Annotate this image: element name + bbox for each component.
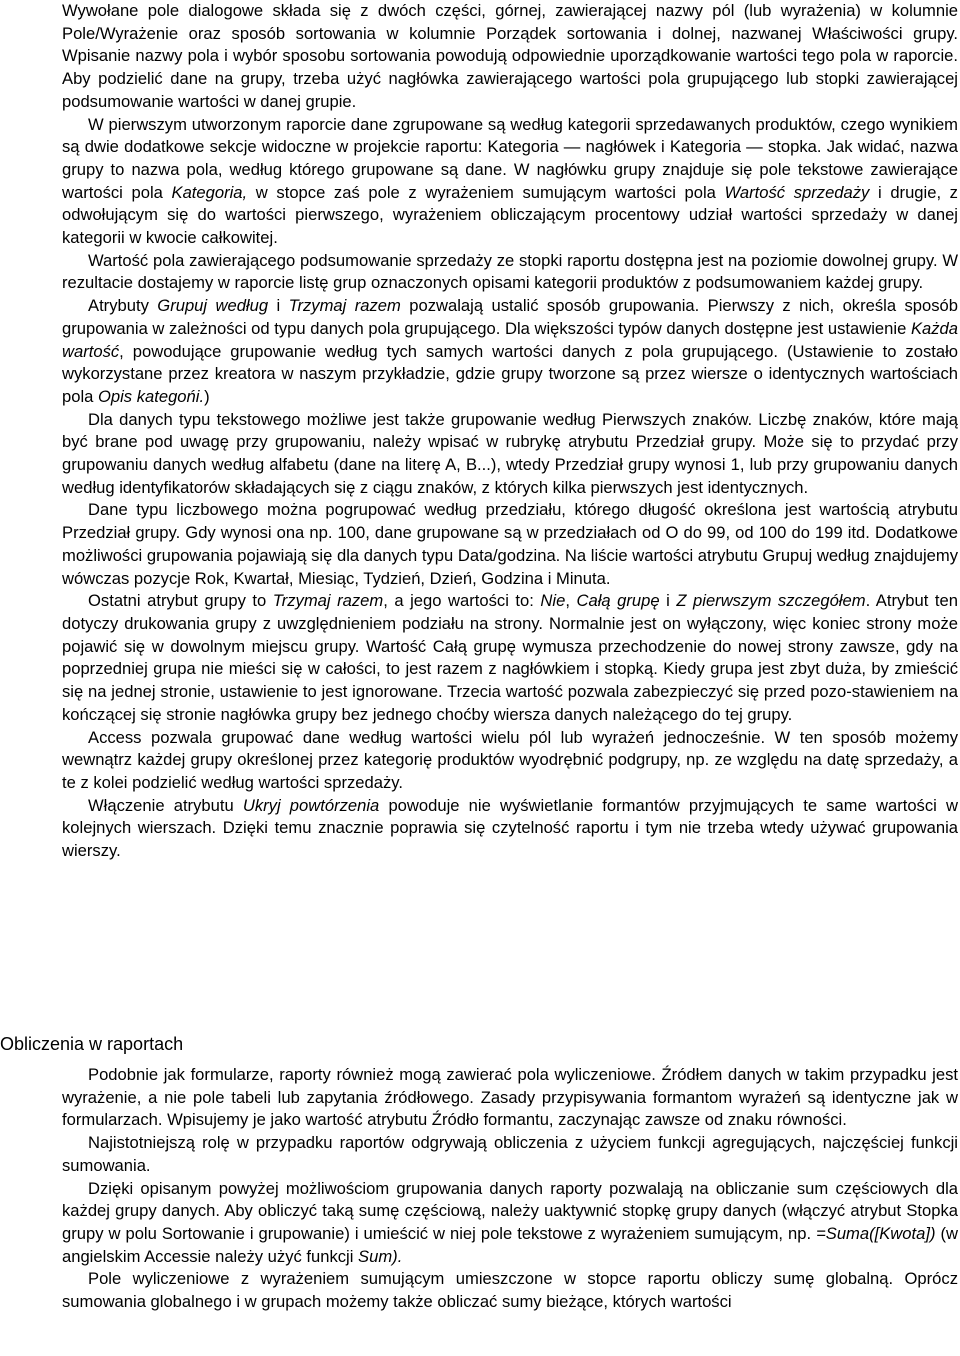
paragraph-3: Wartość pola zawierającego podsumowanie sprzedaży ze stopki raportu dostępna jest na poziomie dowolnej grupy. W rezultacie dostajemy w raporcie listę grup oznaczonych opisami kategorii produktów z podsumowaniem każdej grupy. [62,250,958,293]
paragraph-6: Dane typu liczbowego można pogrupować według przedziału, którego długość określona jest wartością atrybutu Przedział grupy. Gdy wynosi ona np. 100, dane grupowane są w przedziałach od O do 99, od 100 do 199 itd. Dodatkowe możliwości grupowania pojawiają się dla danych typu Data/godzina. Na liście wartości atrybutu Grupuj według znajdujemy wówczas pozycje Rok, Kwartał, Miesiąc, Tydzień, Dzień, Godzina i Minuta. [62,500,958,588]
paragraph-10: Podobnie jak formularze, raporty również mogą zawierać pola wyliczeniowe. Źródłem danych w takim przypadku jest wyrażenie, a nie pole tabeli lub zapytania źródłowego. Zasady przypisywania formantom wyrażeń są identyczne jak w formularzach. Wpisujemy je jako wartość atrybutu Źródło formantu, zaczynając zawsze od znaku równości. [62,1065,958,1130]
section-heading: Obliczenia w raportach [0,1034,184,1054]
paragraph-9: Włączenie atrybutu Ukryj powtórzenia powoduje nie wyświetlanie formantów przyjmujących te same wartości w kolejnych wierszach. Dzięki temu znacznie poprawia się czytelność raportu i tym nie trzeba wtedy używać grupowania wierszy. [62,795,958,861]
section-calculations [62,1064,958,1314]
paragraph-4: Atrybuty Grupuj według i Trzymaj razem pozwalają ustalić sposób grupowania. Pierwszy z nich, określa sposób grupowania w zależności od typu danych pola grupującego. Dla większości typów danych dostępne jest ustawienie Każda wartość, powodujące grupowanie według tych samych wartości danych z pola grupującego. (Ustawienie to zostało wykorzystane przez kreatora w naszym przykładzie, gdzie grupy tworzone są przez wiersze o identycznych wartościach pola Opis kategońi.) [62,296,958,406]
paragraph-2: W pierwszym utworzonym raporcie dane zgrupowane są według kategorii sprzedawanych produktów, czego wynikiem są dwie dodatkowe sekcje widoczne w projekcie raportu: Kategoria — nagłówek i Kategoria — stopka. Jak widać, nazwa grupy to nazwa pola, według którego grupowane są dane. W nagłówku grupy znajduje się pole tekstowe zawierające wartości pola Kategoria, w stopce zaś pole z wyrażeniem sumującym wartości pola Wartość sprzedaży i drugie, z odwołującym się do wartości pierwszego, wyrażeniem obliczającym procentowy udział wartości sprzedaży w danej kategorii w kwocie całkowitej. [62,114,958,248]
paragraph-13: Pole wyliczeniowe z wyrażeniem sumującym umieszczone w stopce raportu obliczy sumę globalną. Oprócz sumowania globalnego i w grupach możemy także obliczać sumy bieżące, których wartości [62,1269,958,1312]
paragraph-8: Access pozwala grupować dane według wartości wielu pól lub wyrażeń jednocześnie. W ten sposób możemy wewnątrz każdej grupy określonej przez kategorię produktów wyodrębnić podgrupy, np. ze względu na datę sprzedaży, a te z kolei podzielić według wartości sprzedaży. [62,727,958,792]
section-grouping [62,0,958,863]
paragraph-1: Wywołane pole dialogowe składa się z dwóch części, górnej, zawierającej nazwy pól (lub wyrażenia) w kolumnie Pole/Wyrażenie oraz sposób sortowania w kolumnie Porządek sortowania i dolnej, nazwanej Właściwości grupy. Wpisanie nazwy pola i wybór sposobu sortowania powodują odpowiednie uporządkowanie wartości tego pola w raporcie. Aby podzielić dane na grupy, trzeba użyć nagłówka zawierającego wartości pola grupującego lub stopki zawierającej podsumowanie wartości w danej grupie. [62,1,958,111]
paragraph-12: Dzięki opisanym powyżej możliwościom grupowania danych raporty pozwalają na obliczanie sum częściowych dla każdej grupy danych. Aby obliczyć taką sumę częściową, należy uaktywnić stopkę grupy danych (włączyć atrybut Stopka grupy w polu Sortowanie i grupowanie) i umieścić w niej pole tekstowe z wyrażeniem sumującym, np. =Suma([Kwota]) (w angielskim Accessie należy użyć funkcji Sum). [62,1178,959,1266]
paragraph-7: Ostatni atrybut grupy to Trzymaj razem, a jego wartości to: Nie, Całą grupę i Z pierwszym szczegółem. Atrybut ten dotyczy drukowania grupy z uwzględnieniem podziału na strony. Normalnie jest on wyłączony, więc koniec strony może pojawić się w dowolnym miejscu grupy. Wartość Całą grupę wymusza przechodzenie do nowej strony zawsze, gdy na poprzedniej grupa nie mieści się w całości, to jest razem z nagłówkiem i stopką. Kiedy grupa jest zbyt duża, by zmieścić się na jednej stronie, ustawienie to jest ignorowane. Trzecia wartość pozwala zabezpieczyć się przed pozo-stawieniem na kończącej się stronie nagłówka grupy bez jednego choćby wiersza danych należącego do tej grupy. [62,591,958,724]
paragraph-5: Dla danych typu tekstowego możliwe jest także grupowanie według Pierwszych znaków. Liczbę znaków, które mają być brane pod uwagę przy grupowaniu, należy wpisać w rubrykę atrybutu Przedział grupy. Może się to przydać przy grupowaniu danych według alfabetu (dane na literę A, B...), wtedy Przedział grupy wynosi 1, lub przy grupowaniu danych według identyfikatorów składających się z ciągu znaków, z których kilka pierwszych jest identycznych. [62,409,958,497]
paragraph-11: Najistotniejszą rolę w przypadku raportów odgrywają obliczenia z użyciem funkcji agregujących, najczęściej funkcji sumowania. [62,1133,958,1175]
